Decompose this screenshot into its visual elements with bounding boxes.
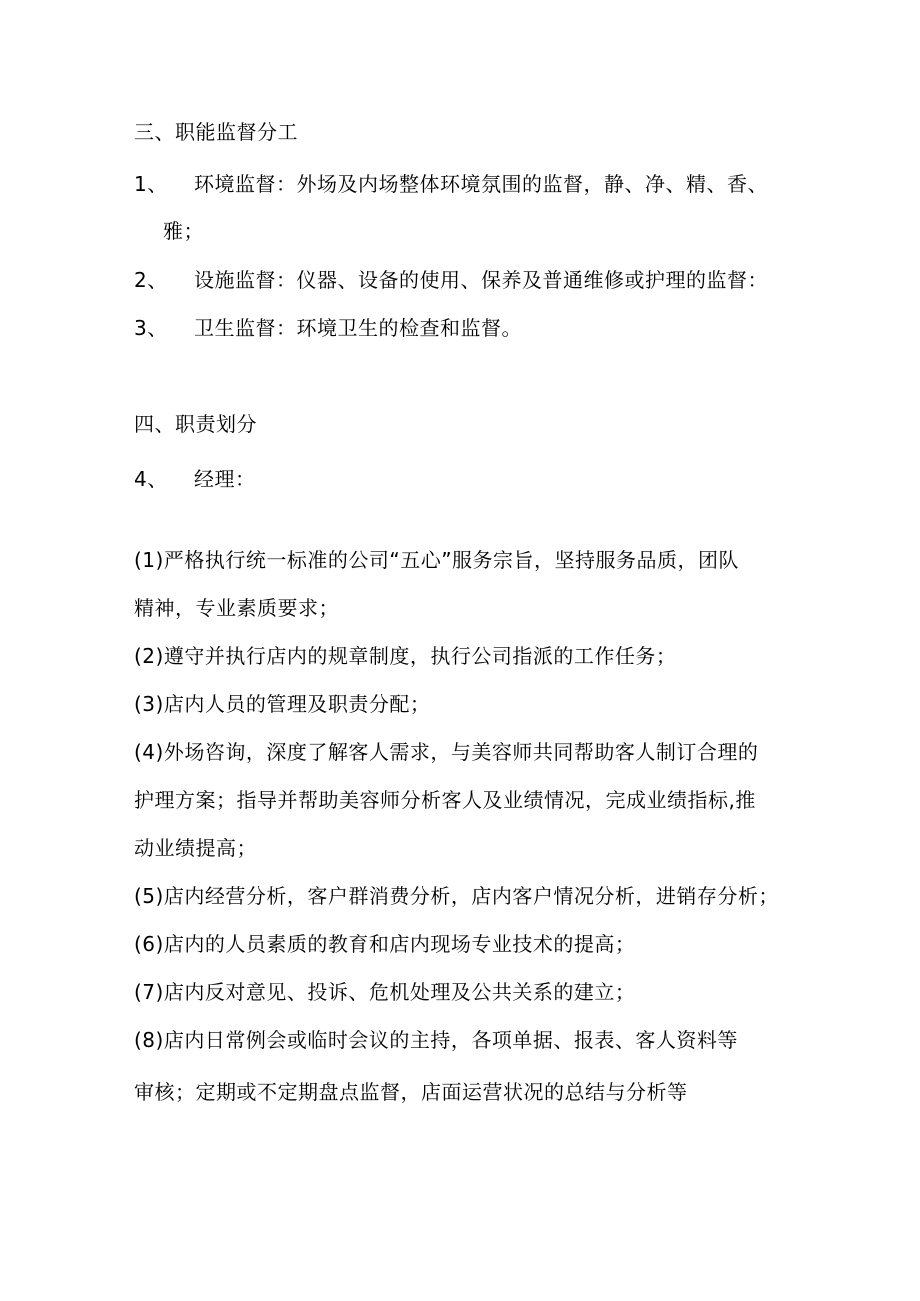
duty-line: 精神，专业素质要求； xyxy=(134,596,339,620)
duty-line: (1)严格执行统一标准的公司“五心”服务宗旨，坚持服务品质，团队 xyxy=(134,548,740,572)
section-3-item-1 xyxy=(134,170,768,198)
duty-line: (3)店内人员的管理及职责分配； xyxy=(134,692,431,716)
duty-line: (7)店内反对意见、投诉、危机处理及公共关系的建立； xyxy=(134,980,636,1004)
section-3-item-2 xyxy=(134,266,768,294)
duty-line: (5)店内经营分析，客户群消费分析，店内客户情况分析，进销存分析； xyxy=(134,884,779,908)
duty-line: (4)外场咨询，深度了解客人需求，与美容师共同帮助客人制订合理的 xyxy=(134,740,759,764)
section-4-item-4 xyxy=(134,465,256,493)
duty-line: (2)遵守并执行店内的规章制度，执行公司指派的工作任务； xyxy=(134,644,677,668)
item-number: 4、 xyxy=(134,467,168,491)
section-3-heading: 三、职能监督分工 xyxy=(134,120,298,144)
duty-line: (6)店内的人员素质的教育和店内现场专业技术的提高； xyxy=(134,932,636,956)
item-text: 环境监督：外场及内场整体环境氛围的监督，静、净、精、香、 xyxy=(194,172,768,196)
section-3-item-3 xyxy=(134,314,522,342)
item-number: 3、 xyxy=(134,316,168,340)
duty-line: 审核；定期或不定期盘点监督，店面运营状况的总结与分析等 xyxy=(134,1080,688,1104)
duty-line: 动业绩提高； xyxy=(134,836,257,860)
section-4-heading: 四、职责划分 xyxy=(134,412,257,436)
duty-line: (8)店内日常例会或临时会议的主持，各项单据、报表、客人资料等 xyxy=(134,1028,738,1052)
item-number: 2、 xyxy=(134,268,168,292)
item-text: 经理： xyxy=(194,467,256,491)
item-text: 卫生监督：环境卫生的检查和监督。 xyxy=(194,316,522,340)
duty-line: 护理方案；指导并帮助美容师分析客人及业绩情况，完成业绩指标,推 xyxy=(134,788,756,812)
item-number: 1、 xyxy=(134,172,168,196)
section-3-item-1-continuation: 雅； xyxy=(163,219,204,243)
item-text: 设施监督：仪器、设备的使用、保养及普通维修或护理的监督： xyxy=(194,268,768,292)
